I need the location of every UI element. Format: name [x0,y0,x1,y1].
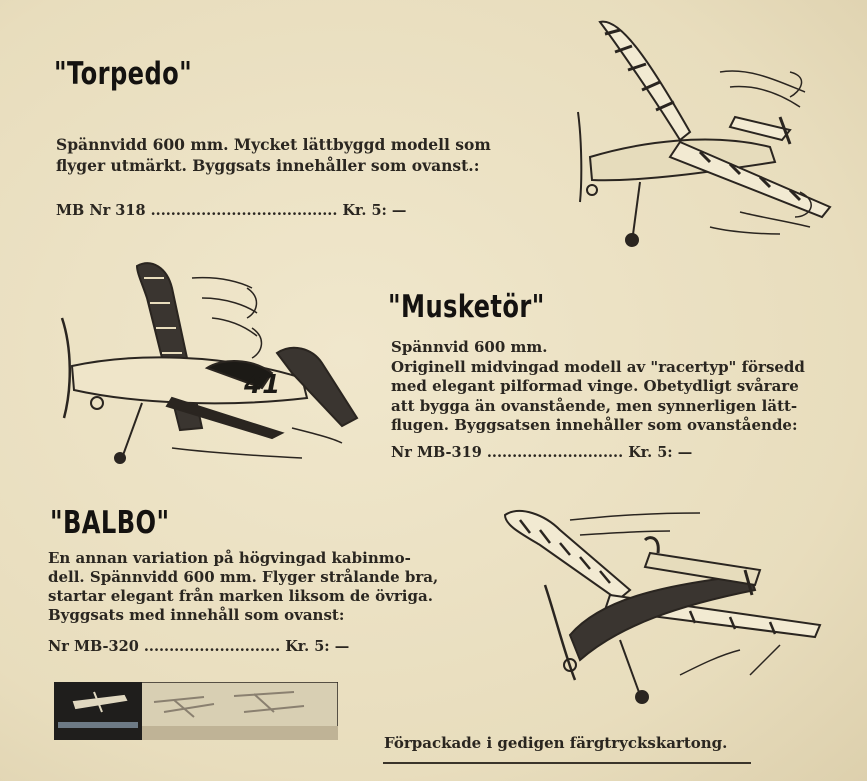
torpedo-description [56,134,491,176]
torpedo-line-1: Spännvidd 600 mm. Mycket lättbyggd modell som [56,135,491,154]
torpedo-airplane-icon [560,12,850,252]
svg-text:41: 41 [244,370,281,400]
musketor-line-5: flugen. Byggsatsen innehåller som ovanstående: [391,416,798,434]
torpedo-line-2: flyger utmärkt. Byggsats innehåller som ovanst.: [56,156,480,175]
musketor-title: "Musketör" [388,289,545,325]
balbo-title: "BALBO" [50,505,170,541]
musketor-line-3: med elegant pilformad vinge. Obetydligt svårare [391,377,799,395]
musketor-line-4: att bygga än ovanstående, men synnerligen lätt- [391,396,798,415]
balbo-airplane-icon [500,505,830,710]
musketor-airplane-icon [52,258,372,468]
balbo-description [48,549,438,625]
kit-box-icon [54,682,338,740]
musketor-line-1: Spännvid 600 mm. [391,338,548,356]
musketor-order-line: Nr MB-319 ........................... Kr. 5: — [391,444,693,461]
balbo-line-3: startar elegant från marken liksom de övriga. [48,587,433,605]
caption-underline [383,762,751,764]
musketor-description [391,338,805,436]
torpedo-order-line: MB Nr 318 ..................................... Kr. 5: — [56,202,407,219]
balbo-line-4: Byggsats med innehåll som ovanst: [48,606,345,624]
packaging-caption: Förpackade i gedigen färgtryckskartong. [384,734,728,752]
torpedo-title: "Torpedo" [54,56,193,92]
balbo-line-1: En annan variation på högvingad kabinmo- [48,549,411,567]
musketor-line-2: Originell midvingad modell av "racertyp" försedd [391,357,805,376]
balbo-order-line: Nr MB-320 ........................... Kr. 5: — [48,638,350,655]
balbo-line-2: dell. Spännvidd 600 mm. Flyger strålande bra, [48,568,439,586]
